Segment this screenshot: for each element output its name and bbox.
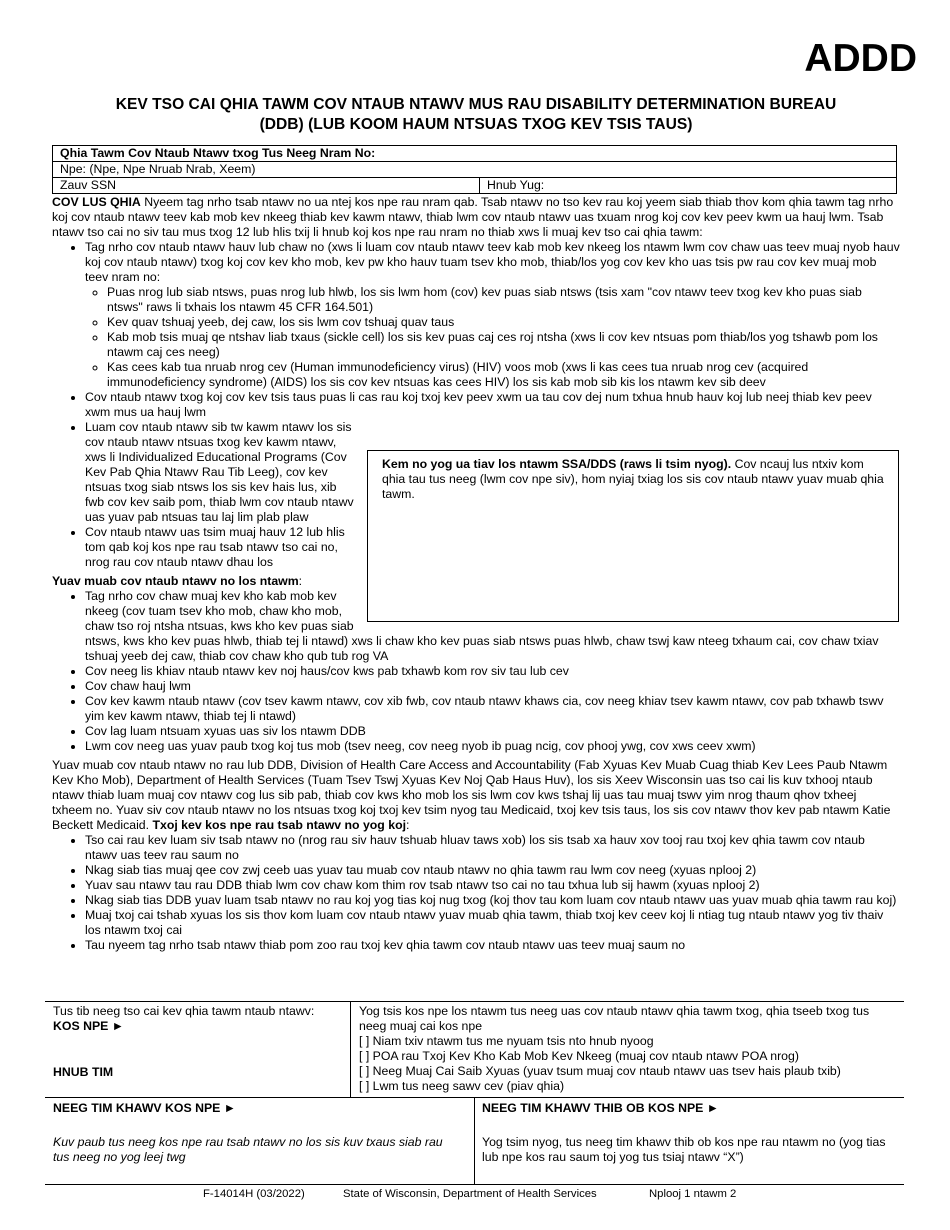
signature-field[interactable]: KOS NPE ► <box>53 1019 124 1033</box>
list-item: ◦ Puas nrog lub siab ntsws, puas nrog lub hlwb, los sis lwm hom (cov) kev puas siab ntsws (tsis xam "cov ntawv teev txog kev kho puas siab ntsws" raws li txhais los ntawm 45 CFR 164.501) <box>107 285 900 315</box>
divider <box>45 1001 904 1002</box>
page-number: Nplooj 1 ntawm 2 <box>649 1188 737 1200</box>
dob-field[interactable]: Hnub Yug: <box>480 178 897 194</box>
agency-name: State of Wisconsin, Department of Health Services <box>343 1188 597 1200</box>
list-item: • Luam cov ntaub ntawv sib tw kawm ntawv los sis cov ntaub ntawv ntsuas txog kev kawm ntawv, xws li Individualized Educational Programs (Cov Kev Pab Qhia Ntawv Rau Tib Leeg), cov kev ntsuas txog siab ntsws los sis kev hais lus, xib fwb cov kev saib pom, thiab lwm cov ntaub ntawv uas yuav pab ntsuas tau laj lim plab plaw <box>85 420 900 525</box>
list-item: ◦ Kab mob tsis muaj qe ntshav liab txaus (sickle cell) los sis kev puas caj ces roj ntsha (xws li cov kev ntsuas pom thiab/los yog tshawb pom los ntawm caj ces neeg) <box>107 330 900 360</box>
list-item: • Tag nrho cov chaw muaj kev kho kab mob kev nkeeg (cov tuam tsev kho mob, chaw kho mob, chaw tso roj ntsha ntsuas, kws kho kev puas siab ntsws, kws kho kev puas hlwb, thiab tej li ntawd) xws li chaw kho kev puas siab ntsws puas hlwb, chaw tswj kaw nteeg txhaum cai, cov chaw txiav tshuaj yeeb dej caw, thiab cov chaw kho qub tub rog VA <box>85 589 900 664</box>
list-item: • Nkag siab tias muaj qee cov zwj ceeb uas yuav tau muab cov ntaub ntawv no qhia tawm rau lwm cov neeg (xyuas nplooj 2) <box>85 863 900 878</box>
title-line-2: (DDB) (LUB KOOM HAUM NTSUAS TXOG KEV TSIS TAUS) <box>259 116 693 133</box>
authority-text: Yog tsis kos npe los ntawm tus neeg uas cov ntaub ntawv qhia tawm txog, qhia tseeb txog tus neeg muaj cai kos npe <box>359 1004 870 1033</box>
list-item: • Tag nrho cov ntaub ntawv hauv lub chaw no (xws li luam cov ntaub ntawv teev kab mob kev nkeeg los ntawm lwm cov chaw uas teev muaj nyob hauv koj cov ntaub ntawv) txog koj cov kev kho mob, kev pw kho hauv tuam tsev kho mob, thiab/los yog cov kev kho uas tsis pw rau cov kev muaj mob teev nram no: ◦ Puas nrog lub siab ntsws, puas nrog lub hlwb, los sis lwm hom (cov) kev puas siab ntsws (tsis xam "cov ntawv teev txog kev kho puas siab ntsws" raws li txhais los ntawm 45 CFR 164.501) ◦ Kev quav tshuaj yeeb, dej caw, los sis lwm cov tshuaj quav taus ◦ Kab mob tsis muaj qe ntshav liab txaus (sickle cell) los sis kev puas caj ces roj ntsha (xws li cov kev ntsuas pom thiab/los yog tshawb pom los ntawm caj ces neeg) ◦ Kas cees kab tua nruab nrog cev (Human immunodeficiency virus) (HIV) voos mob (xws li kas cees tua nruab nrog cev (acquired immunodeficiency syndrome) (AIDS) los sis cov kev ntsuas kas cees HIV) los sis kab mob sib kis los ntawm kev sib deev <box>85 240 900 390</box>
list-item: • Tso cai rau kev luam siv tsab ntawv no (nrog rau siv hauv tshuab hluav taws xob) los sis tsab xa hauv xov tooj rau txoj kev qhia tawm cov ntaub ntawv uas teev rau saum no <box>85 833 900 863</box>
list-item: ◦ Kas cees kab tua nruab nrog cev (Human immunodeficiency virus) (HIV) voos mob (xws li kas cees tua nruab nrog cev (acquired immunodeficiency syndrome) (AIDS) los sis cov kev ntsuas kas cees HIV) los sis kab mob sib kis los ntawm kev sib deev <box>107 360 900 390</box>
recipient-paragraph: Yuav muab cov ntaub ntawv no rau lub DDB, Division of Health Care Access and Accountability (Fab Xyuas Kev Muab Cuag thiab Kev Lees Paub Ntawm Kev Kho Mob), Department of Health Services (Tuam Tsev Tswj Xyuas Kev Noj Qab Haus Huv), los sis Xeev Wisconsin uas tso cai lis kuv txhooj ntaub ntawv thiab luam muaj cov ntawv cog lus sib pab, thiab cov kws kho mob los sis lwm cov kws tshaj lij uas tau muaj tswv yim nrog thaum qhov txheej txheem no. Yuav siv cov ntaub ntawv no los ntsuas txog koj txoj kev tsim nyog tau Medicaid, txoj kev tsis taus, los sis cov ntawv thov kev pab ntawm Katie Beckett Medicaid. Txoj kev kos npe rau tsab ntawv no yog koj: <box>52 758 891 832</box>
list-item: • Nkag siab tias DDB yuav luam tsab ntawv no rau koj yog tias koj nug txog (koj thov tau kom luam cov ntaub ntawv uas yuav muab qhia tawm rau koj) <box>85 893 900 908</box>
witness2-note: Yog tsim nyog, tus neeg tim khawv thib ob kos npe rau ntawm no (yog tias lub npe kos rau saum toj yog tus tsiaj ntawv “X”) <box>482 1135 886 1164</box>
witness1-signature-field[interactable]: NEEG TIM KHAWV KOS NPE ► <box>53 1101 236 1115</box>
form-code: ADDD <box>804 37 917 80</box>
list-item: • Cov ntaub ntawv uas tsim muaj hauv 12 lub hlis tom qab koj kos npe rau tsab ntawv tso cai no, nrog rau cov ntaub ntawv dhau los <box>85 525 900 570</box>
list-item: • Cov kev kawm ntaub ntawv (cov tsev kawm ntawv, cov xib fwb, cov ntaub ntawv khaws cia, cov neeg khiav tsev kawm ntawv, cov pab txhawb tswv yim kev kawm ntawv, thiab tej li ntawd) <box>85 694 900 724</box>
list-item: • Cov lag luam ntsuam xyuas uas siv los ntawm DDB <box>85 724 900 739</box>
list-item: • Cov neeg lis khiav ntaub ntawv kev noj haus/cov kws pab txhawb kom rov siv tau lub cev <box>85 664 900 679</box>
authority-option-guardian[interactable]: [ ] Neeg Muaj Cai Saib Xyuas (yuav tsum muaj cov ntaub ntawv uas tsev hais plaub txib) <box>359 1064 841 1078</box>
intro-heading: COV LUS QHIA <box>52 195 141 209</box>
list-item: • Cov chaw hauj lwm <box>85 679 900 694</box>
patient-id-table <box>52 145 897 194</box>
consent-label: Tus tib neeg tso cai kev qhia tawm ntaub ntawv: <box>53 1004 315 1018</box>
authority-option-poa[interactable]: [ ] POA rau Txoj Kev Kho Kab Mob Kev Nkeeg (muaj cov ntaub ntawv POA nrog) <box>359 1049 799 1063</box>
form-id: F-14014H (03/2022) <box>203 1188 305 1200</box>
ssa-box-text: Cov ncauj lus ntxiv kom qhia tau tus neeg (lwm cov npe siv), hom nyiaj txiag los sis cov ntaub ntawv yuav muab qhia tawm. <box>382 457 884 501</box>
id-table-header: Qhia Tawm Cov Ntaub Ntawv txog Tus Neeg Nram No: <box>53 146 897 162</box>
name-field[interactable]: Npe: (Npe, Npe Nruab Nrab, Xeem) <box>53 162 897 178</box>
instructions-body <box>52 195 900 953</box>
divider <box>350 1001 351 1097</box>
ssn-field[interactable]: Zauv SSN <box>53 178 480 194</box>
title-line-1: KEV TSO CAI QHIA TAWM COV NTAUB NTAWV MUS RAU DISABILITY DETERMINATION BUREAU <box>115 96 837 113</box>
divider <box>45 1184 904 1185</box>
witness2-signature-field[interactable]: NEEG TIM KHAWV THIB OB KOS NPE ► <box>482 1101 719 1115</box>
intro-text: Nyeem tag nrho tsab ntawv no ua ntej kos npe rau nram qab. Tsab ntawv no tso kev rau koj yeem siab thiab thov kom qhia tawm tag nrho koj cov ntaub ntawv teev kab mob kev nkeeg thiab kev kawm ntawv, thiab lwm cov ntaub ntawv uas txuam nrog koj cov kev peev kwm ua hauj lwm. Tsab ntawv tso cai no siv tau mus txog 12 lub hlis txij li hnub koj kos npe rau nram no thiab xws li muaj kev tso cai qhia tawm: <box>52 195 894 239</box>
list-item: • Yuav sau ntawv tau rau DDB thiab lwm cov chaw kom thim rov tsab ntawv tso cai no tau txhua lub sij hawm (xyuas nplooj 2) <box>85 878 900 893</box>
ssa-dds-box[interactable] <box>367 450 899 622</box>
records-list <box>52 240 900 420</box>
intro-paragraph <box>52 195 900 240</box>
list-item: • Tau nyeem tag nrho tsab ntawv thiab pom zoo rau txoj kev qhia tawm cov ntaub ntawv uas teev muaj saum no <box>85 938 900 953</box>
ssa-box-heading: Kem no yog ua tiav los ntawm SSA/DDS (raws li tsim nyog). <box>382 457 732 471</box>
list-item: • Muaj txoj cai tshab xyuas los sis thov kom luam cov ntaub ntawv yuav muab qhia tawm, thiab txoj kev ceev koj li ntiag tug ntaub ntawv yog tiv thaiv los ntawm txoj cai <box>85 908 900 938</box>
divider <box>474 1097 475 1184</box>
signature-section <box>45 1001 904 1185</box>
witness1-note: Kuv paub tus neeg kos npe rau tsab ntawv no los sis kuv txaus siab rau tus neeg no yog leej twg <box>53 1135 443 1164</box>
list-item: • Lwm cov neeg uas yuav paub txog koj tus mob (tsev neeg, cov neeg nyob ib puag ncig, cov phooj ywg, cov xws ceev xwm) <box>85 739 900 754</box>
authority-option-parent[interactable]: [ ] Niam txiv ntawm tus me nyuam tsis nto hnub nyoog <box>359 1034 654 1048</box>
page-title <box>52 95 900 135</box>
release-heading: Yuav muab cov ntaub ntawv no los ntawm: <box>52 574 303 588</box>
list-item: • Cov ntaub ntawv txog koj cov kev tsis taus puas li cas rau koj txoj kev peev xwm ua tau cov dej num txhua hnub hauv koj lub neej thiab kev peev xwm mus ua hauj lwm <box>85 390 900 420</box>
date-field[interactable]: HNUB TIM <box>53 1065 114 1079</box>
consent-list <box>52 833 900 953</box>
list-item: ◦ Kev quav tshuaj yeeb, dej caw, los sis lwm cov tshuaj quav taus <box>107 315 900 330</box>
conditions-list <box>85 285 900 390</box>
authority-option-other[interactable]: [ ] Lwm tus neeg sawv cev (piav qhia) <box>359 1079 565 1093</box>
